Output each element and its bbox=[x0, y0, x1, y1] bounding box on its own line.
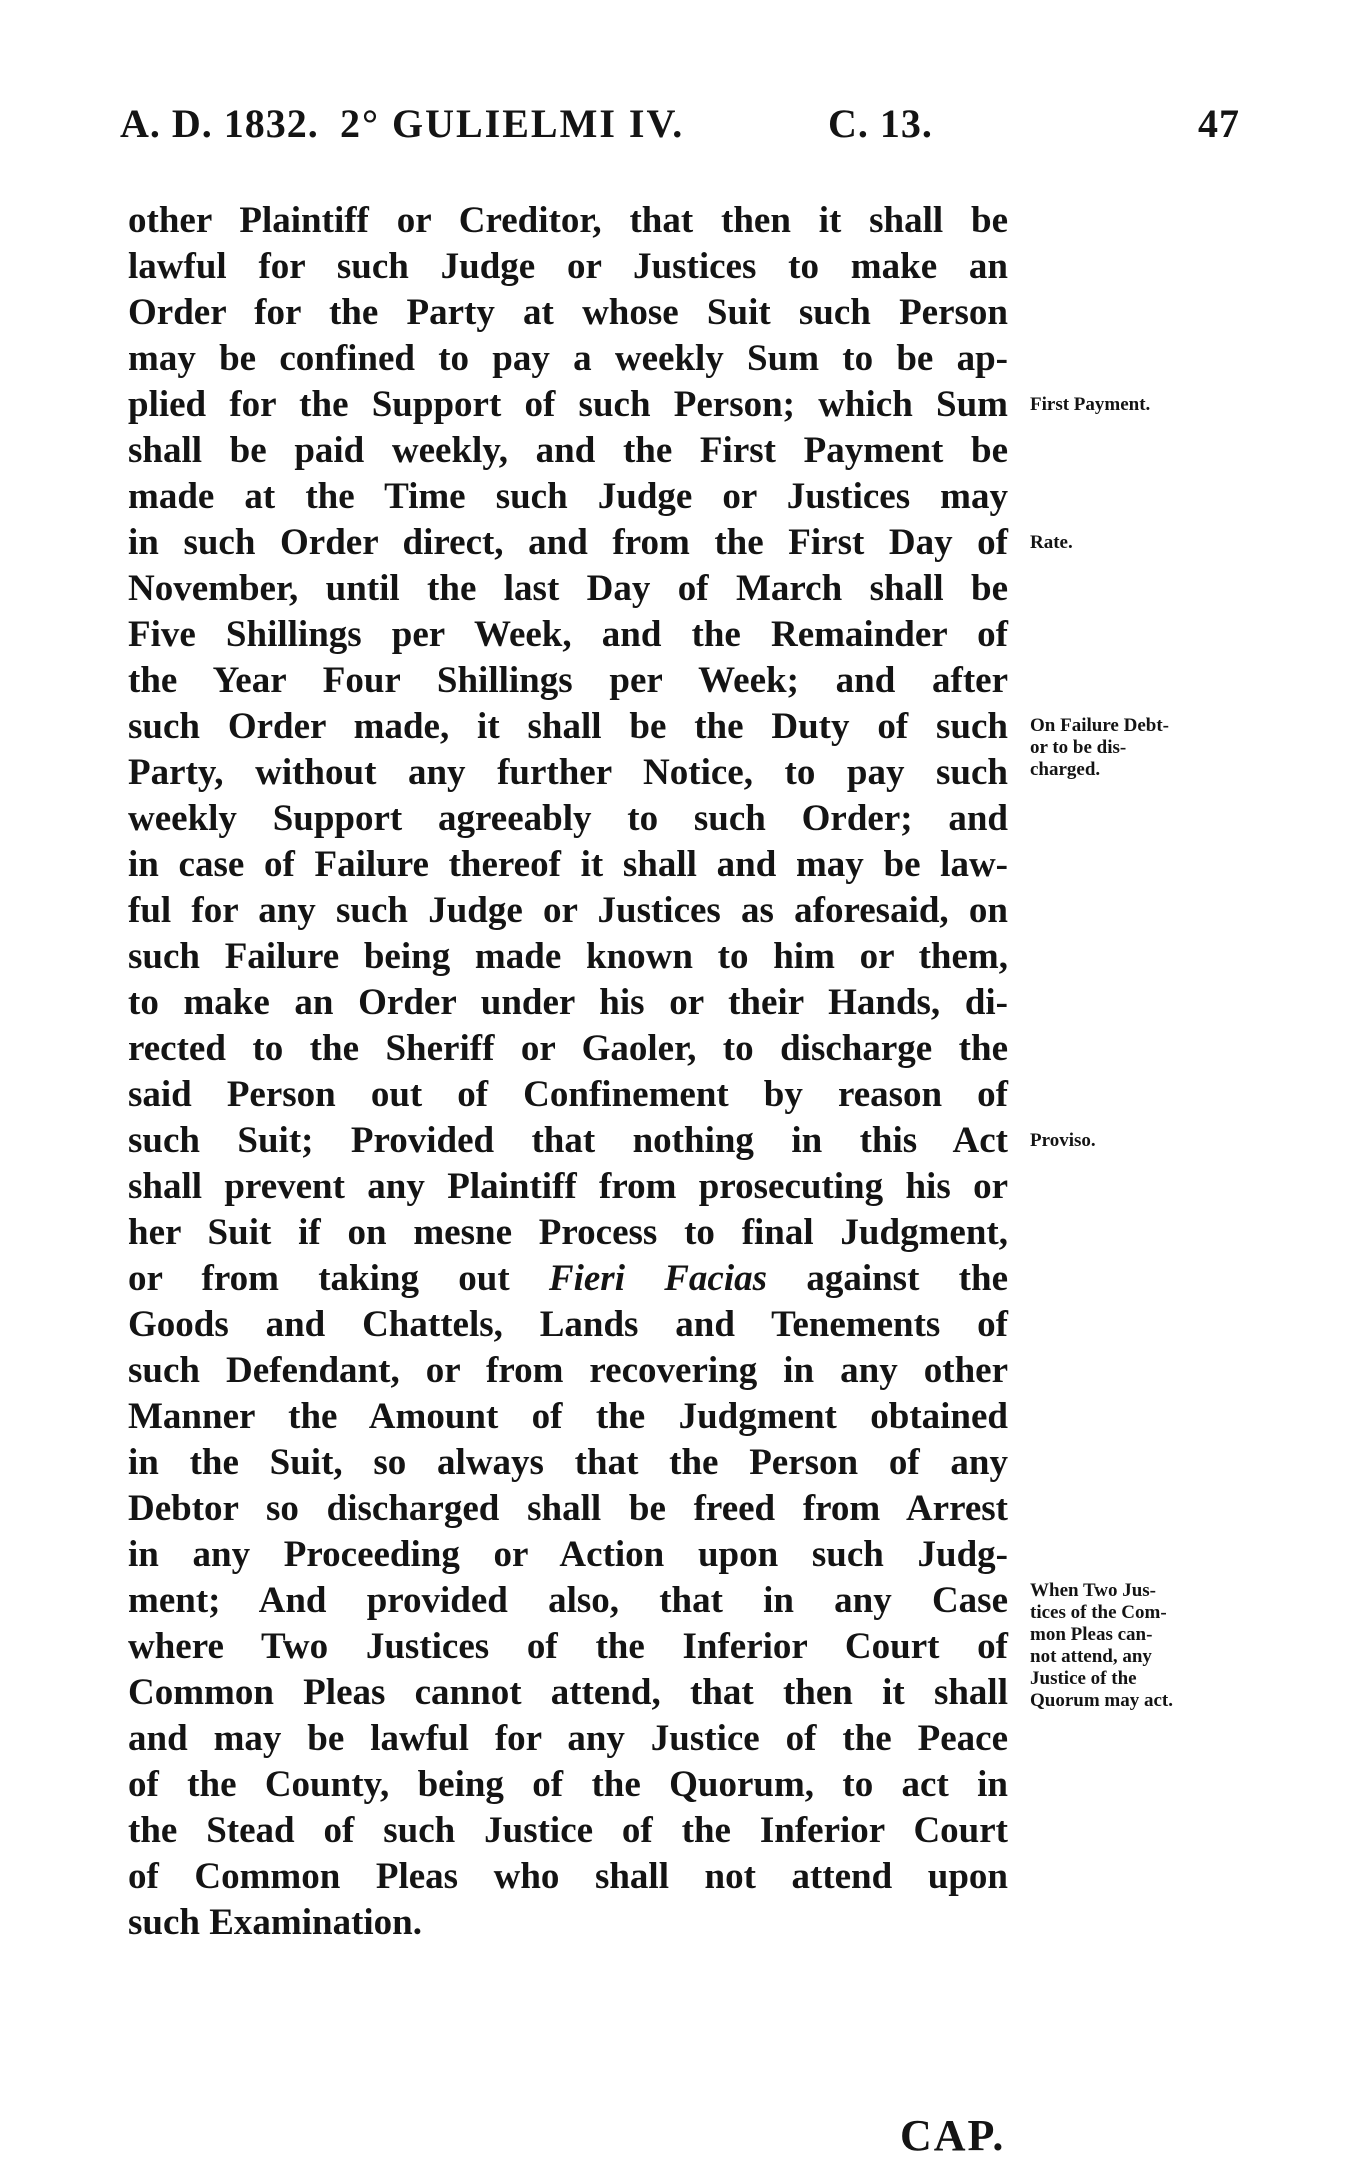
text-line: shall prevent any Plaintiff from prosecuting his or bbox=[128, 1166, 1008, 1207]
margin-note-line: When Two Jus- bbox=[1030, 1580, 1156, 1601]
text-line: shall be paid weekly, and the First Payment be bbox=[128, 430, 1008, 471]
margin-note-two-justices bbox=[1030, 1580, 1230, 1712]
text-line: plied for the Support of such Person; which Sum bbox=[128, 384, 1008, 425]
page-number: 47 bbox=[1198, 101, 1240, 146]
text-line: such Order made, it shall be the Duty of such bbox=[128, 706, 1008, 747]
margin-note-line: Justice of the bbox=[1030, 1668, 1137, 1689]
text-line: ful for any such Judge or Justices as aforesaid, on bbox=[128, 890, 1008, 931]
text-line: and may be lawful for any Justice of the Peace bbox=[128, 1718, 1008, 1759]
text-line: said Person out of Confinement by reason of bbox=[128, 1074, 1008, 1115]
margin-note-line: charged. bbox=[1030, 759, 1101, 780]
text-line: Debtor so discharged shall be freed from Arrest bbox=[128, 1488, 1008, 1529]
text-line: such Suit; Provided that nothing in this Act bbox=[128, 1120, 1008, 1161]
margin-note-line: not attend, any bbox=[1030, 1646, 1152, 1667]
text-line: such Defendant, or from recovering in any other bbox=[128, 1350, 1008, 1391]
margin-note-rate: Rate. bbox=[1030, 532, 1073, 553]
text-line: in case of Failure thereof it shall and may be law- bbox=[128, 844, 1008, 885]
text-line-with-italic bbox=[128, 1256, 1008, 1302]
margin-note-line: mon Pleas can- bbox=[1030, 1624, 1153, 1645]
text-line: her Suit if on mesne Process to final Judgment, bbox=[128, 1212, 1008, 1253]
margin-note-line: tices of the Com- bbox=[1030, 1602, 1167, 1623]
text-line: Common Pleas cannot attend, that then it shall bbox=[128, 1672, 1008, 1713]
text-segment: or from taking out bbox=[128, 1258, 510, 1299]
text-line: such Failure being made known to him or them, bbox=[128, 936, 1008, 977]
text-line: weekly Support agreeably to such Order; and bbox=[128, 798, 1008, 839]
text-line: other Plaintiff or Creditor, that then it shall be bbox=[128, 200, 1008, 241]
text-line: November, until the last Day of March shall be bbox=[128, 568, 1008, 609]
text-line: in the Suit, so always that the Person of any bbox=[128, 1442, 1008, 1483]
margin-note-line: Quorum may act. bbox=[1030, 1690, 1174, 1711]
header-year: A. D. 1832. bbox=[120, 101, 319, 146]
text-line: in any Proceeding or Action upon such Judg- bbox=[128, 1534, 1008, 1575]
margin-note-first-payment: First Payment. bbox=[1030, 394, 1151, 415]
text-line: the Stead of such Justice of the Inferior Court bbox=[128, 1810, 1008, 1851]
running-header bbox=[120, 100, 1240, 160]
text-line: Five Shillings per Week, and the Remainder of bbox=[128, 614, 1008, 655]
italic-phrase: Fieri Facias bbox=[548, 1258, 768, 1299]
text-line: Manner the Amount of the Judgment obtained bbox=[128, 1396, 1008, 1437]
text-line: of the County, being of the Quorum, to act in bbox=[128, 1764, 1008, 1805]
header-chapter: C. 13. bbox=[828, 101, 933, 146]
text-line: to make an Order under his or their Hands, di- bbox=[128, 982, 1008, 1023]
text-line: Order for the Party at whose Suit such Person bbox=[128, 292, 1008, 333]
text-line: ment; And provided also, that in any Case bbox=[128, 1580, 1008, 1621]
text-line: Party, without any further Notice, to pay such bbox=[128, 752, 1008, 793]
margin-note-line: or to be dis- bbox=[1030, 737, 1127, 758]
text-line: of Common Pleas who shall not attend upon bbox=[128, 1856, 1008, 1897]
header-regnal-year: 2° GULIELMI IV. bbox=[340, 101, 685, 146]
text-line: such Examination. bbox=[128, 1902, 423, 1943]
margin-note-failure bbox=[1030, 715, 1230, 781]
text-line: where Two Justices of the Inferior Court of bbox=[128, 1626, 1008, 1667]
catchword: CAP. bbox=[900, 2111, 1006, 2160]
text-line: lawful for such Judge or Justices to make an bbox=[128, 246, 1008, 287]
body-text bbox=[128, 198, 1008, 1946]
text-line: Goods and Chattels, Lands and Tenements of bbox=[128, 1304, 1008, 1345]
text-line: rected to the Sheriff or Gaoler, to discharge the bbox=[128, 1028, 1008, 1069]
margin-note-line: On Failure Debt- bbox=[1030, 715, 1169, 736]
margin-note-proviso: Proviso. bbox=[1030, 1130, 1096, 1151]
text-segment: against the bbox=[806, 1258, 1009, 1299]
text-line: in such Order direct, and from the First Day of bbox=[128, 522, 1008, 563]
text-line: made at the Time such Judge or Justices may bbox=[128, 476, 1008, 517]
text-line: may be confined to pay a weekly Sum to be ap- bbox=[128, 338, 1008, 379]
text-line: the Year Four Shillings per Week; and after bbox=[128, 660, 1008, 701]
